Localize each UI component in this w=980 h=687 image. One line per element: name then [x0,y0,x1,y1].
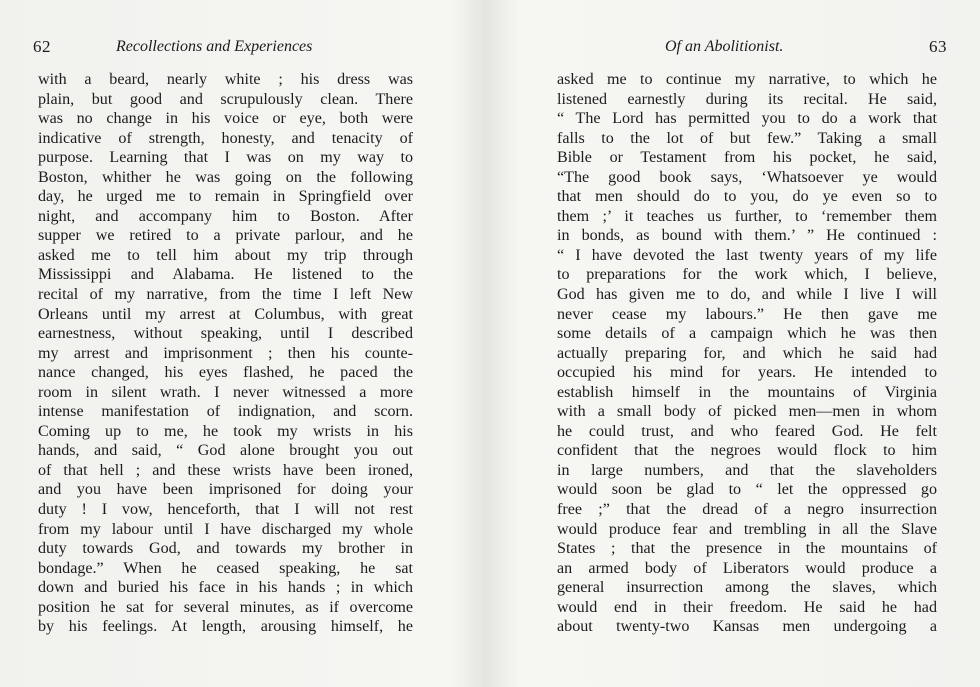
right-page-number: 63 [929,37,947,56]
right-page-header [562,36,947,58]
text-line: an armed body of Liberators would produce a [557,559,937,577]
text-line: bondage.” When he ceased speaking, he sat [38,559,413,577]
text-line: down and buried his face in his hands ; in which [38,579,413,597]
text-line: them ;’ it teaches us further, to ‘remember them [557,207,937,225]
text-line: recital of my narrative, from the time I left New [38,286,413,304]
text-line: Coming up to me, he took my wrists in his [38,422,413,440]
text-line: Boston, whither he was going on the following [38,168,413,186]
text-line: about twenty-two Kansas men undergoing a [557,618,937,636]
text-line: with a small body of picked men—men in whom [557,403,937,421]
text-line: hands, and said, “ God alone brought you out [38,442,413,460]
text-line: plain, but good and scrupulously clean. There [38,90,413,108]
text-line: “ The Lord has permitted you to do a work that [557,110,937,128]
text-line: occupied his mind for years. He intended to [557,364,937,382]
text-line: establish himself in the mountains of Virginia [557,383,937,401]
text-line: that men should do to you, do ye even so to [557,188,937,206]
text-line: actually preparing for, and which he said had [557,344,937,362]
text-line: night, and accompany him to Boston. After [38,207,413,225]
right-page [490,0,980,687]
text-line: my arrest and imprisonment ; then his counte- [38,344,413,362]
text-line: “ I have devoted the last twenty years of my life [557,246,937,264]
text-line: listened earnestly during its recital. He said, [557,90,937,108]
text-line: duty towards God, and towards my brother in [38,540,413,558]
text-line: would end in their freedom. He said he had [557,598,937,616]
text-line: “The good book says, ‘Whatsoever ye would [557,168,937,186]
text-line: would soon be glad to “ let the oppressed go [557,481,937,499]
text-line: States ; that the presence in the mountains of [557,540,937,558]
text-line: earnestness, without speaking, until I described [38,325,413,343]
text-line: some details of a campaign which he was then [557,325,937,343]
text-line: general insurrection among the slaves, which [557,579,937,597]
text-line: free ;” that the dread of a negro insurrection [557,501,937,519]
text-line: by his feelings. At length, arousing himself, he [38,618,413,636]
left-page-header [33,36,423,58]
text-line: in large numbers, and that the slaveholders [557,461,937,479]
text-line: purpose. Learning that I was on my way to [38,149,413,167]
text-line: he could trust, and who feared God. He felt [557,422,937,440]
text-line: from my labour until I have discharged my whole [38,520,413,538]
text-line: nance changed, his eyes flashed, he paced the [38,364,413,382]
text-line: to preparations for the work which, I believe, [557,266,937,284]
text-line: indicative of strength, honesty, and tenacity of [38,129,413,147]
text-line: Mississippi and Alabama. He listened to the [38,266,413,284]
text-line: God has given me to do, and while I live I will [557,286,937,304]
text-line: Bible or Testament from his pocket, he said, [557,149,937,167]
text-line: room in silent wrath. I never witnessed a more [38,383,413,401]
right-running-title: Of an Abolitionist. [665,38,784,55]
right-page-text [557,70,937,637]
text-line: falls to the lot of but few.” Taking a small [557,129,937,147]
text-line: asked me to tell him about my trip through [38,246,413,264]
text-line: in bonds, as bound with them.’ ” He continued : [557,227,937,245]
left-page-number: 62 [33,37,51,56]
text-line: Orleans until my arrest at Columbus, with great [38,305,413,323]
text-line: day, he urged me to remain in Springfield over [38,188,413,206]
text-line: duty ! I vow, henceforth, that I will not rest [38,501,413,519]
text-line: position he sat for several minutes, as if overcome [38,598,413,616]
text-line: was no change in his voice or eye, both were [38,110,413,128]
text-line: and you have been imprisoned for doing your [38,481,413,499]
left-running-title: Recollections and Experiences [116,38,313,55]
text-line: of that hell ; and these wrists have been ironed, [38,461,413,479]
left-page-text [38,70,413,637]
text-line: with a beard, nearly white ; his dress was [38,71,413,88]
text-line: never cease my labours.” He then gave me [557,305,937,323]
text-line: asked me to continue my narrative, to which he [557,71,937,88]
text-line: would produce fear and trembling in all the Slave [557,520,937,538]
text-line: intense manifestation of indignation, and scorn. [38,403,413,421]
text-line: supper we retired to a private parlour, and he [38,227,413,245]
text-line: confident that the negroes would flock to him [557,442,937,460]
